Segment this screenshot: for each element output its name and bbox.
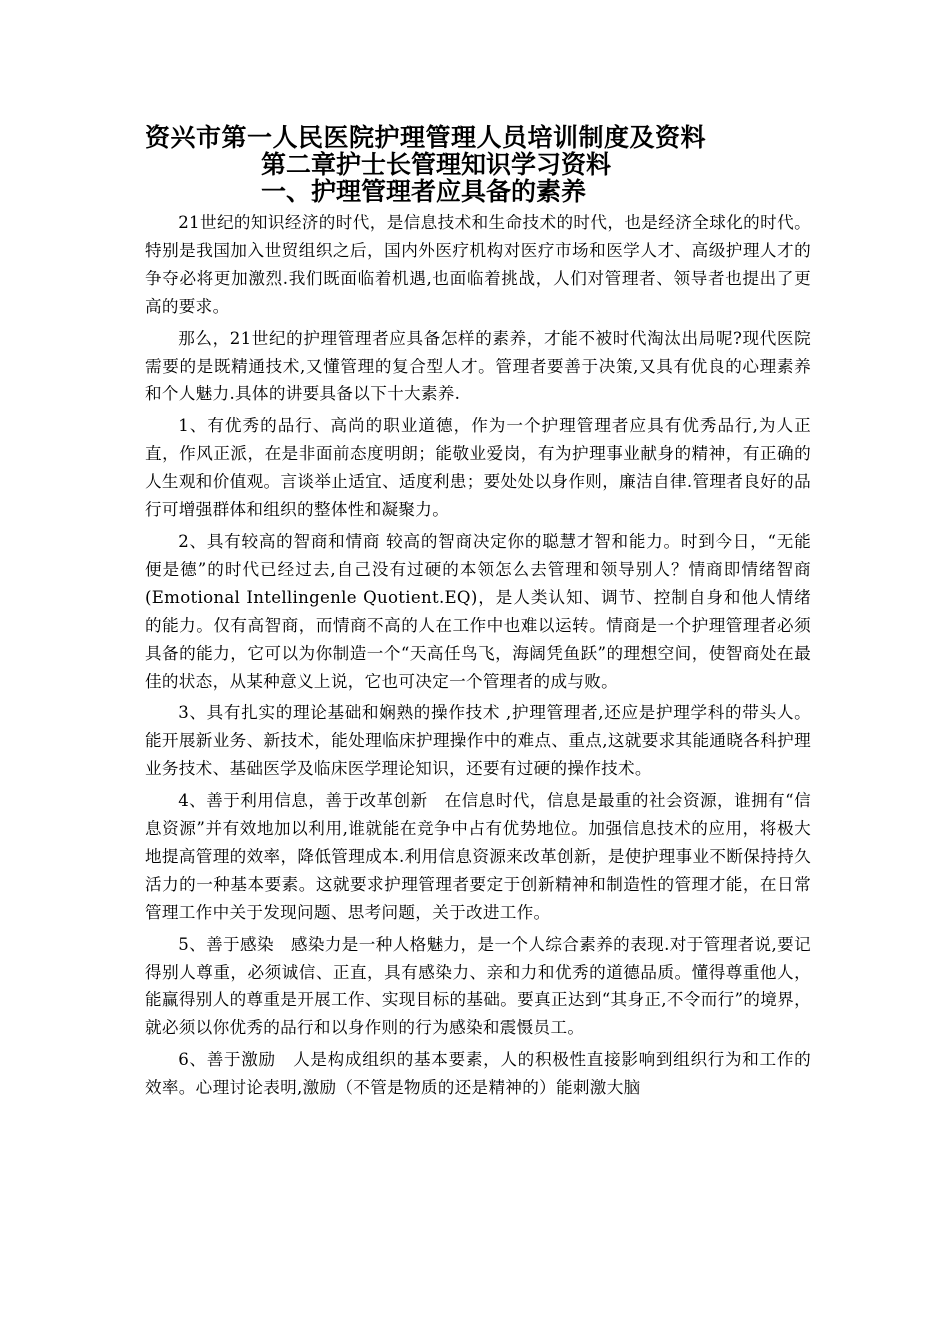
- paragraph-question: 那么，21世纪的护理管理者应具备怎样的素养，才能不被时代淘汰出局呢?现代医院需要的是既精通技术,又懂管理的复合型人才。管理者要善于决策,又具有优良的心理素养和个人魅力.具体的讲要具备以下十大素养.: [145, 328, 811, 404]
- paragraph-item-3: 3、具有扎实的理论基础和娴熟的操作技术 ,护理管理者,还应是护理学科的带头人。能开展新业务、新技术，能处理临床护理操作中的难点、重点,这就要求其能通晓各科护理业务技术、基础医学及临床医学理论知识，还要有过硬的操作技术。: [145, 703, 811, 779]
- document-content: [145, 124, 811, 1106]
- paragraph-item-4: 4、善于利用信息，善于改革创新 在信息时代，信息是最重的社会资源，谁拥有“信息资源”并有效地加以利用,谁就能在竞争中占有优势地位。加强信息技术的应用，将极大地提高管理的效率，降低管理成本.利用信息资源来改革创新，是使护理事业不断保持持久活力的一种基本要素。这就要求护理管理者要定于创新精神和制造性的管理才能，在日常管理工作中关于发现问题、思考问题，关于改进工作。: [145, 791, 811, 922]
- hospital-title: 资兴市第一人民医院护理管理人员培训制度及资料: [145, 123, 707, 152]
- paragraph-item-6: 6、善于激励 人是构成组织的基本要素，人的积极性直接影响到组织行为和工作的效率。心理讨论表明,激励（不管是物质的还是精神的）能刺激大脑: [145, 1050, 811, 1098]
- paragraph-item-2: 2、具有较高的智商和情商 较高的智商决定你的聪慧才智和能力。时到今日，“无能便是德”的时代已经过去,自己没有过硬的本领怎么去管理和领导别人？情商即情绪智商(Emotional Intellingenle Quotient.EQ)，是人类认知、调节、控制自身和他人情绪的能力。仅有高智商，而情商不高的人在工作中也难以运转。情商是一个护理管理者必须具备的能力，它可以为你制造一个“天高任鸟飞，海阔凭鱼跃”的理想空间，使智商处在最佳的状态，从某种意义上说，它也可决定一个管理者的成与败。: [145, 531, 811, 691]
- section-title: 一、护理管理者应具备的素养: [261, 177, 587, 206]
- paragraph-item-1: 1、有优秀的品行、高尚的职业道德，作为一个护理管理者应具有优秀品行,为人正直，作风正派，在是非面前态度明朗；能敬业爱岗，有为护理事业献身的精神，有正确的人生观和价值观。言谈举止适宜、适度利患；要处处以身作则，廉洁自律.管理者良好的品行可增强群体和组织的整体性和凝聚力。: [145, 416, 811, 520]
- paragraph-intro: 21世纪的知识经济的时代，是信息技术和生命技术的时代，也是经济全球化的时代。特别是我国加入世贸组织之后，国内外医疗机构对医疗市场和医学人才、高级护理人才的争夺必将更加激烈.我们既面临着机遇,也面临着挑战，人们对管理者、领导者也提出了更高的要求。: [145, 213, 811, 316]
- chapter-title: 第二章护士长管理知识学习资料: [261, 150, 612, 179]
- paragraph-item-5: 5、善于感染 感染力是一种人格魅力，是一个人综合素养的表现.对于管理者说,要记得别人尊重，必须诚信、正直，具有感染力、亲和力和优秀的道德品质。懂得尊重他人，能赢得别人的尊重是开展工作、实现目标的基础。要真正达到“其身正,不令而行”的境界，就必须以你优秀的品行和以身作则的行为感染和震慑员工。: [145, 934, 811, 1038]
- document-title: [145, 124, 811, 205]
